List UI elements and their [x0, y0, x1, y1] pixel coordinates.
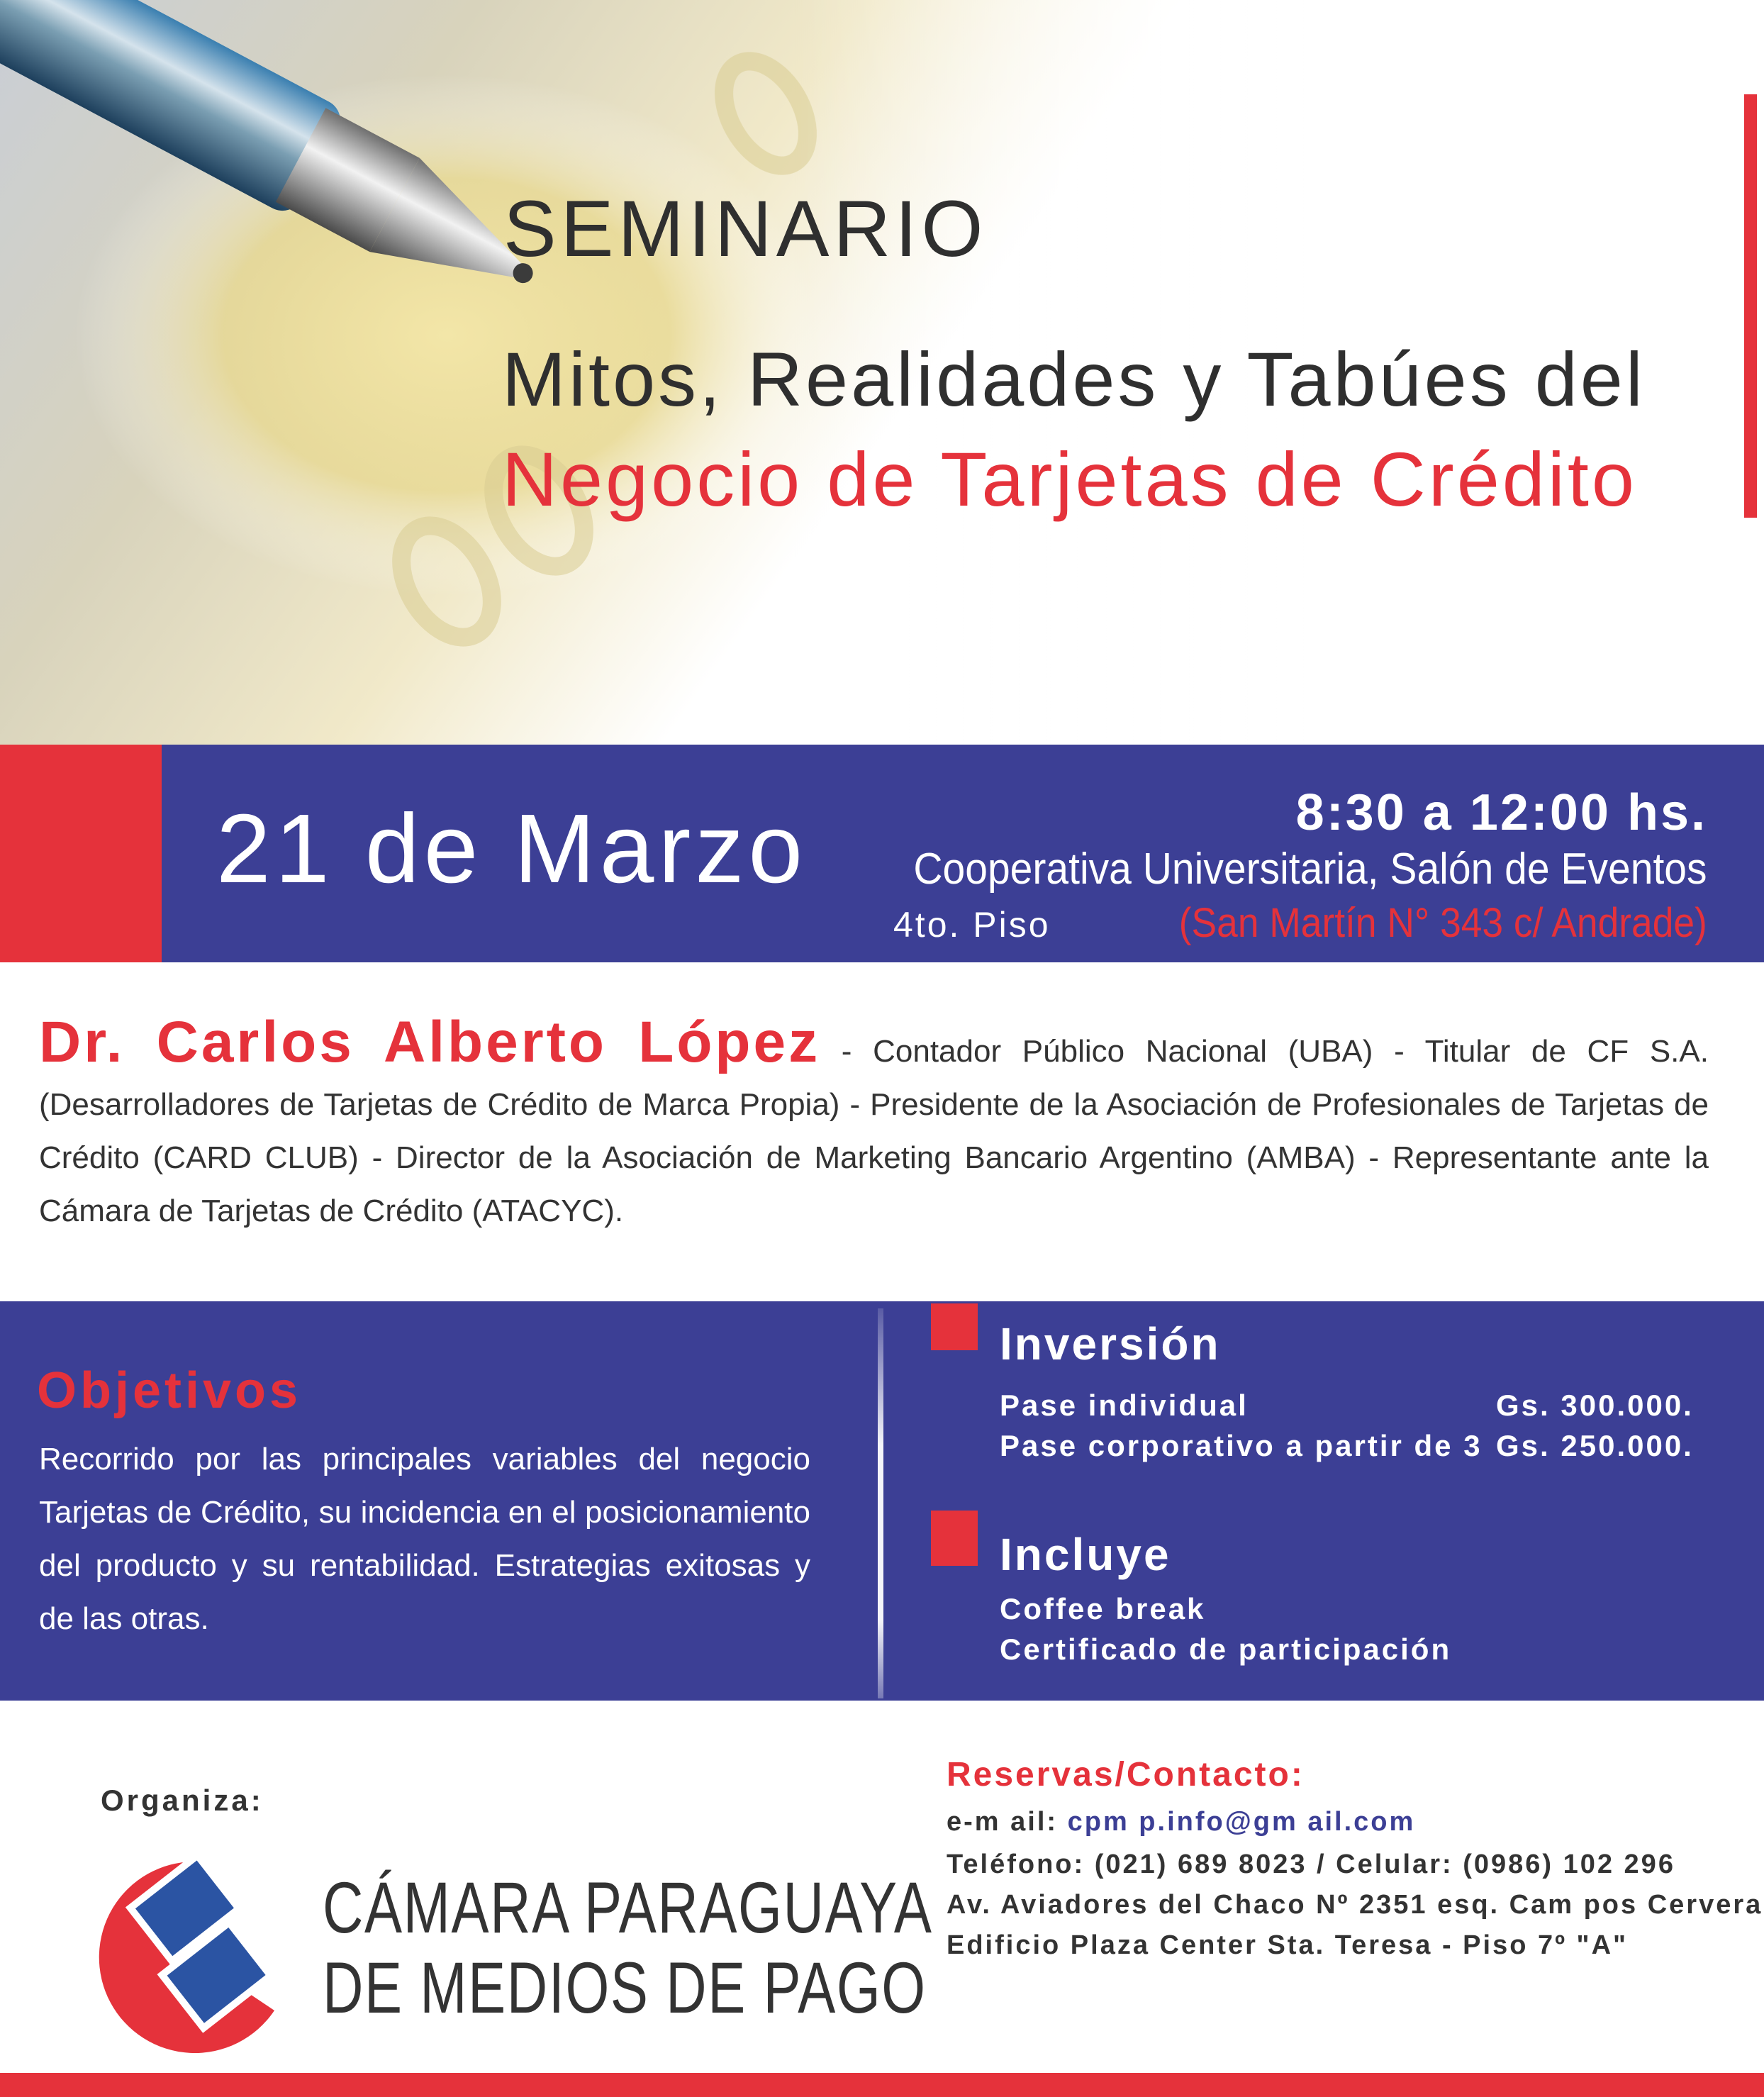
investment-marker-icon — [931, 1303, 978, 1350]
organizer-logo — [89, 1851, 301, 2060]
event-date: 21 de Marzo — [216, 794, 808, 903]
event-venue: Cooperativa Universitaria, Salón de Eventos — [913, 845, 1707, 894]
contact-phone: Teléfono: (021) 689 8023 / Celular: (0986) 102 296 — [947, 1850, 1675, 1879]
email-link[interactable]: cpm p.info@gm ail.com — [1067, 1807, 1416, 1837]
contact-email-line — [947, 1807, 1415, 1837]
bottom-accent-bar — [0, 2073, 1764, 2097]
includes-marker-icon — [931, 1511, 978, 1566]
contact-address-line2: Edificio Plaza Center Sta. Teresa - Piso 7º "A" — [947, 1930, 1629, 1960]
seminar-kicker: SEMINARIO — [503, 184, 988, 273]
seminar-title-line1: Mitos, Realidades y Tabúes del — [502, 336, 1646, 422]
includes-title: Incluye — [1000, 1529, 1171, 1580]
price-label-corporate: Pase corporativo a partir de 3 — [1000, 1429, 1483, 1462]
panel-divider — [878, 1308, 883, 1698]
event-floor: 4to. Piso — [893, 905, 1051, 945]
price-value-corporate: Gs. 250.000. — [1496, 1429, 1694, 1462]
email-label: e-m ail: — [947, 1807, 1068, 1837]
objectives-text: Recorrido por las principales variables del negocio Tarjetas de Crédito, su incidencia en el posicionamiento del producto y su rentabilidad. Estrategias exitosas y de las otras. — [39, 1442, 810, 1636]
organizer-name-line1: CÁMARA PARAGUAYA — [323, 1867, 933, 1948]
event-time: 8:30 a 12:00 hs. — [1295, 784, 1707, 841]
logo-mark-icon — [89, 1851, 301, 2057]
investment-title: Inversión — [1000, 1318, 1221, 1369]
contact-title: Reservas/Contacto: — [947, 1756, 1305, 1793]
price-value-individual: Gs. 300.000. — [1496, 1389, 1694, 1422]
seminar-title-line2: Negocio de Tarjetas de Crédito — [502, 436, 1637, 522]
objectives-title: Objetivos — [37, 1362, 302, 1419]
date-band-accent — [0, 745, 162, 962]
speaker-name: Dr. Carlos Alberto López — [39, 1010, 821, 1074]
organizer-name-line2: DE MEDIOS DE PAGO — [323, 1947, 927, 2028]
price-label-individual: Pase individual — [1000, 1389, 1249, 1422]
speaker-bio: - Contador Público Nacional (UBA) - Titular de CF S.A. (Desarrolladores de Tarjetas de Crédito de Marca Propia) - Presidente de la Asociación de Profesionales de Tarjetas de Crédito (CARD CLUB) - Director de la Asociación de Marketing Bancario Argentino (AMBA) - Representante ante la Cámara de Tarjetas de Crédito (ATACYC). — [39, 1034, 1709, 1228]
includes-item: Certificado de participación — [1000, 1632, 1452, 1666]
speaker-section — [39, 1010, 1709, 1237]
contact-address-line1: Av. Aviadores del Chaco Nº 2351 esq. Cam pos Cervera — [947, 1890, 1763, 1920]
organizer-label: Organiza: — [101, 1784, 264, 1817]
event-address: (San Martín N° 343 c/ Andrade) — [1178, 900, 1707, 946]
includes-item: Coffee break — [1000, 1592, 1206, 1625]
accent-vertical-bar — [1744, 94, 1757, 518]
